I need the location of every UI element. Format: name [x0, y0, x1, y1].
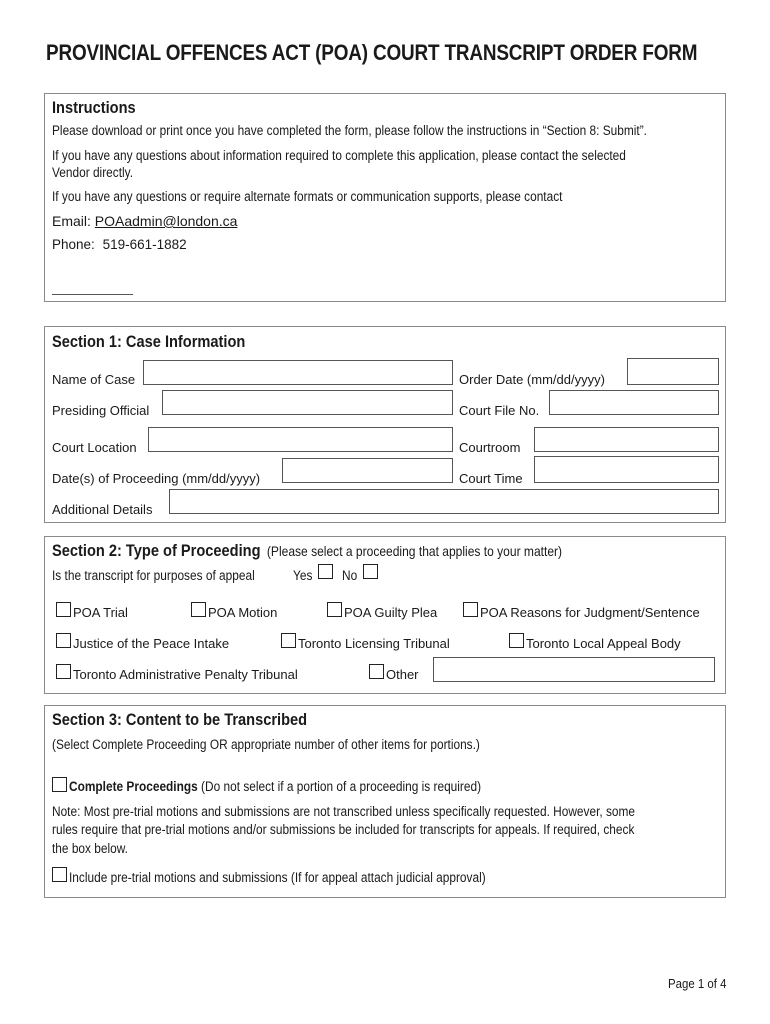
section2-box	[44, 536, 726, 694]
section3-note-line-2: rules require that pre-trial motions and/or submissions be included for transcripts for appeals. If required, check	[52, 822, 635, 837]
section1-box	[44, 326, 726, 523]
phone-row	[52, 237, 187, 252]
additional-details-input[interactable]	[169, 489, 719, 514]
toronto-admin-penalty-checkbox[interactable]	[56, 664, 71, 679]
toronto-local-appeal-label: Toronto Local Appeal Body	[526, 636, 681, 651]
appeal-no-checkbox[interactable]	[363, 564, 378, 579]
order-date-label: Order Date (mm/dd/yyyy)	[459, 372, 605, 387]
other-input[interactable]	[433, 657, 715, 682]
poa-guilty-plea-checkbox[interactable]	[327, 602, 342, 617]
section2-subheading: (Please select a proceeding that applies to your matter)	[266, 543, 563, 559]
courtroom-label: Courtroom	[459, 440, 521, 455]
poa-reasons-checkbox[interactable]	[463, 602, 478, 617]
court-file-no-label: Court File No.	[459, 403, 540, 418]
complete-proceedings-label: Complete Proceedings	[69, 779, 198, 794]
dates-of-proceeding-label: Date(s) of Proceeding (mm/dd/yyyy)	[52, 471, 261, 486]
include-pretrial-checkbox[interactable]	[52, 867, 67, 882]
complete-proceedings-row	[69, 779, 481, 794]
section3-note-line-1: Note: Most pre-trial motions and submissions are not transcribed unless specifically requested. However, some	[52, 804, 636, 819]
appeal-yes-checkbox[interactable]	[318, 564, 333, 579]
instructions-line-3: If you have any questions or require alternate formats or communication supports, please contact	[52, 189, 563, 204]
name-of-case-input[interactable]	[143, 360, 453, 385]
order-date-input[interactable]	[627, 358, 719, 385]
poa-trial-checkbox[interactable]	[56, 602, 71, 617]
court-time-label: Court Time	[459, 471, 523, 486]
other-label: Other	[386, 667, 419, 682]
poa-motion-label: POA Motion	[208, 605, 278, 620]
phone-number: 519-661-1882	[102, 237, 187, 252]
poa-trial-label: POA Trial	[73, 605, 128, 620]
poa-guilty-plea-label: POA Guilty Plea	[344, 605, 438, 620]
instructions-heading: Instructions	[52, 98, 136, 117]
court-file-no-input[interactable]	[549, 390, 719, 415]
signature-rule	[52, 294, 133, 295]
poa-motion-checkbox[interactable]	[191, 602, 206, 617]
poa-reasons-label: POA Reasons for Judgment/Sentence	[480, 605, 700, 620]
include-pretrial-label: Include pre-trial motions and submissions (If for appeal attach judicial approval)	[69, 870, 486, 885]
email-label: Email:	[52, 213, 91, 229]
courtroom-input[interactable]	[534, 427, 719, 452]
additional-details-label: Additional Details	[52, 502, 153, 517]
toronto-licensing-label: Toronto Licensing Tribunal	[298, 636, 450, 651]
page-number: Page 1 of 4	[668, 976, 727, 991]
complete-proceedings-note: (Do not select if a portion of a proceeding is required)	[201, 779, 482, 794]
name-of-case-label: Name of Case	[52, 372, 136, 387]
email-row	[52, 213, 237, 229]
appeal-no-label: No	[342, 568, 358, 583]
complete-proceedings-checkbox[interactable]	[52, 777, 67, 792]
section2-heading: Section 2: Type of Proceeding	[52, 541, 261, 560]
section3-heading: Section 3: Content to be Transcribed	[52, 710, 308, 729]
court-time-input[interactable]	[534, 456, 719, 483]
other-checkbox[interactable]	[369, 664, 384, 679]
jp-intake-label: Justice of the Peace Intake	[73, 636, 230, 651]
instructions-box	[44, 93, 726, 302]
appeal-yes-label: Yes	[293, 568, 313, 583]
instructions-line-2b: Vendor directly.	[52, 165, 134, 180]
appeal-question: Is the transcript for purposes of appeal	[52, 568, 255, 583]
section3-note-line-3: the box below.	[52, 841, 128, 856]
instructions-line-2a: If you have any questions about information required to complete this application, please contact the selected	[52, 148, 626, 163]
instructions-line-1: Please download or print once you have completed the form, please follow the instructions in “Section 8: Submit”.	[52, 123, 647, 138]
section3-box	[44, 705, 726, 898]
section1-heading: Section 1: Case Information	[52, 332, 246, 351]
section2-header	[52, 541, 562, 561]
presiding-official-label: Presiding Official	[52, 403, 150, 418]
court-location-input[interactable]	[148, 427, 453, 452]
section3-subheading: (Select Complete Proceeding OR appropriate number of other items for portions.)	[52, 737, 480, 752]
court-location-label: Court Location	[52, 440, 137, 455]
email-link[interactable]: POAadmin@london.ca	[94, 213, 238, 229]
phone-label: Phone:	[52, 237, 95, 252]
form-title: PROVINCIAL OFFENCES ACT (POA) COURT TRANSCRIPT ORDER FORM	[46, 40, 698, 65]
presiding-official-input[interactable]	[162, 390, 453, 415]
dates-of-proceeding-input[interactable]	[282, 458, 453, 483]
toronto-local-appeal-checkbox[interactable]	[509, 633, 524, 648]
jp-intake-checkbox[interactable]	[56, 633, 71, 648]
toronto-admin-penalty-label: Toronto Administrative Penalty Tribunal	[73, 667, 298, 682]
toronto-licensing-checkbox[interactable]	[281, 633, 296, 648]
